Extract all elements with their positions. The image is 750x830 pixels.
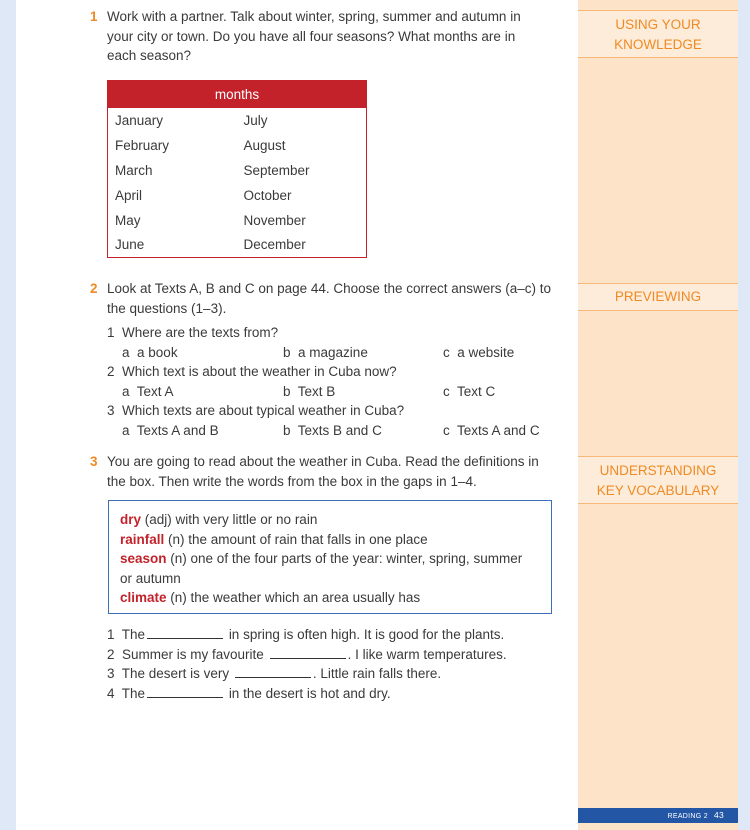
question-number: 1	[90, 9, 98, 24]
gap-text-before: The	[121, 686, 146, 701]
sidebar	[578, 0, 738, 830]
option-letter: a	[122, 384, 130, 399]
months-table	[107, 80, 367, 258]
sub-question-number: 1	[107, 325, 115, 340]
option-letter: c	[443, 345, 450, 360]
option-letter: a	[122, 423, 130, 438]
gap-text-before: Summer is my favourite	[122, 647, 264, 662]
gap-text-after: . I like warm temperatures.	[347, 647, 507, 662]
month-cell: December	[243, 237, 306, 253]
month-cell: February	[115, 137, 170, 153]
sub-question-number: 3	[107, 403, 115, 418]
gap-blank[interactable]	[147, 627, 223, 639]
sidebar-label-previewing: PREVIEWING	[578, 283, 738, 311]
sub-question	[107, 401, 404, 421]
sub-question-text: Which text is about the weather in Cuba now?	[122, 364, 397, 379]
option-letter: c	[443, 384, 450, 399]
option-text: Texts B and C	[297, 423, 382, 438]
option-letter: b	[283, 384, 291, 399]
definition	[120, 530, 551, 550]
gap-number: 4	[107, 686, 115, 701]
month-cell: April	[115, 187, 143, 203]
definition	[120, 510, 551, 530]
definition-term: rainfall	[120, 531, 165, 547]
option[interactable]	[122, 343, 178, 363]
month-cell: May	[115, 212, 141, 228]
footer-section: READING 2	[667, 813, 708, 820]
gap-sentence	[107, 684, 391, 704]
question-number: 2	[90, 281, 98, 296]
table-header: months	[108, 81, 367, 108]
option[interactable]	[443, 382, 495, 402]
page-footer	[578, 808, 738, 823]
option[interactable]	[283, 343, 368, 363]
option[interactable]	[443, 421, 540, 441]
gap-blank[interactable]	[147, 686, 223, 698]
gap-text-after: in spring is often high. It is good for the plants.	[228, 627, 505, 642]
definition-term: dry	[120, 512, 142, 527]
question-text-line: the questions (1–3).	[107, 300, 227, 316]
month-cell: October	[243, 187, 292, 203]
month-cell: January	[115, 112, 164, 128]
option-text: Text C	[457, 384, 496, 399]
month-cell: September	[243, 162, 310, 178]
month-cell: November	[243, 212, 306, 228]
question-text-line: the box. Then write the words from the box in the gaps in 1–4.	[107, 473, 477, 489]
option[interactable]	[122, 382, 174, 402]
definition	[120, 588, 551, 608]
option[interactable]	[443, 343, 514, 363]
definition-text: (adj) with very little or no rain	[141, 512, 318, 527]
option-text: a magazine	[298, 345, 368, 360]
definition-continuation	[120, 569, 551, 589]
option-text: Text B	[297, 384, 336, 399]
month-cell: July	[243, 112, 268, 128]
definition-text: (n) the weather which an area usually has	[166, 590, 421, 605]
gap-text-after: in the desert is hot and dry.	[228, 686, 391, 701]
option-text: a website	[457, 345, 515, 360]
sidebar-label-using-your-knowledge: USING YOUR KNOWLEDGE	[578, 10, 738, 58]
gap-number: 2	[107, 647, 115, 662]
option[interactable]	[122, 421, 219, 441]
option-letter: b	[283, 423, 291, 438]
month-cell: August	[243, 137, 286, 153]
gap-number: 1	[107, 627, 115, 642]
option-text: a book	[137, 345, 178, 360]
option-letter: a	[122, 345, 130, 360]
question-1	[90, 7, 570, 66]
option-letter: b	[283, 345, 291, 360]
option[interactable]	[283, 382, 335, 402]
gap-number: 3	[107, 666, 115, 681]
definition	[120, 549, 551, 569]
definition-term: season	[120, 551, 167, 566]
sub-question-number: 2	[107, 364, 115, 379]
definition-text: (n) the amount of rain that falls in one place	[164, 531, 428, 547]
gap-text-before: The	[121, 627, 146, 642]
option-text: Texts A and C	[457, 423, 540, 438]
gap-sentence	[107, 625, 504, 645]
question-text-line: Work with a partner. Talk about winter, spring, summer and autumn in	[107, 9, 521, 24]
question-text-line: You are going to read about the weather in Cuba. Read the definitions in	[107, 454, 539, 469]
definition-text: (n) one of the four parts of the year: winter, spring, summer	[166, 551, 523, 566]
definition-text: or autumn	[120, 570, 181, 586]
definitions-box	[108, 500, 552, 614]
month-cell: March	[115, 162, 153, 178]
question-2	[90, 279, 570, 318]
question-number: 3	[90, 454, 98, 469]
option-text: Text A	[136, 384, 174, 399]
question-text-line: your city or town. Do you have all four seasons? What months are in	[107, 28, 516, 44]
sub-question	[107, 323, 278, 343]
gap-blank[interactable]	[235, 666, 311, 678]
sub-question-text: Where are the texts from?	[122, 325, 279, 340]
gap-blank[interactable]	[270, 647, 346, 659]
gap-text-before: The desert is very	[121, 666, 230, 681]
gap-sentence	[107, 664, 441, 684]
option-letter: c	[443, 423, 450, 438]
question-text-line: Look at Texts A, B and C on page 44. Choose the correct answers (a–c) to	[107, 281, 552, 296]
sub-question-text: Which texts are about typical weather in Cuba?	[122, 403, 405, 418]
question-3	[90, 452, 570, 491]
month-cell: June	[115, 237, 145, 253]
sub-question	[107, 362, 397, 382]
option-text: Texts A and B	[136, 423, 219, 438]
gap-text-after: . Little rain falls there.	[312, 666, 442, 681]
sidebar-label-understanding-key-vocabulary: UNDERSTANDING KEY VOCABULARY	[578, 456, 738, 504]
gap-sentence	[107, 645, 507, 665]
option[interactable]	[283, 421, 382, 441]
definition-term: climate	[120, 590, 167, 605]
question-text-line: each season?	[107, 48, 192, 63]
page-number: 43	[713, 810, 724, 820]
